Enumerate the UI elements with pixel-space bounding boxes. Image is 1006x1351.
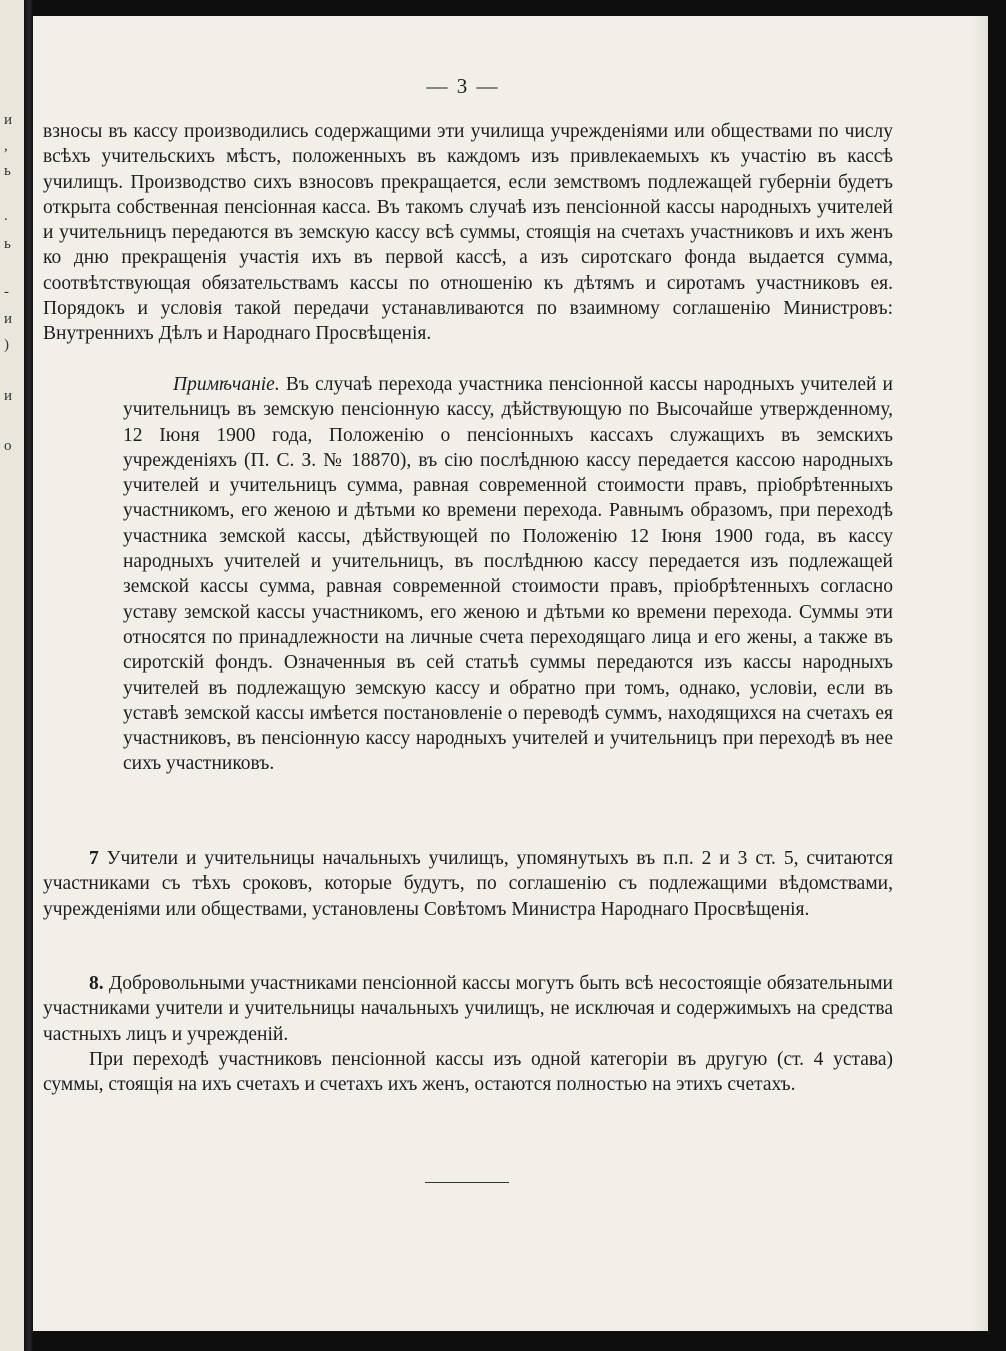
- left-fragment: ): [4, 337, 9, 353]
- left-fragment: -: [4, 284, 9, 300]
- note-label: Примѣчаніе.: [173, 374, 280, 395]
- article-7-number: 7: [89, 848, 99, 869]
- note-paragraph: [123, 372, 893, 777]
- continuation-paragraph-block: [43, 119, 893, 347]
- article-8: [43, 971, 893, 1047]
- left-fragment: ь: [4, 163, 11, 179]
- book-gutter: [24, 0, 33, 1351]
- page-shadow: [970, 16, 988, 1331]
- page-number: — 3 —: [426, 74, 500, 98]
- continuation-paragraph: взносы въ кассу производились содержащими эти училища учрежденіями или обществами по числу всѣхъ учительскихъ мѣстъ, положенныхъ въ каждомъ изъ привлекаемыхъ къ участію въ кассѣ училищъ. Производство сихъ взносовъ прекращается, если земствомъ подлежащей губерніи будетъ открыта собственная пенсіонная касса. Въ такомъ случаѣ изъ пенсіонной кассы народныхъ учителей и учительницъ передаются въ земскую кассу всѣ суммы, стоящія на счетахъ участниковъ и ихъ женъ ко дню прекращенія участія ихъ въ первой кассѣ, а изъ сиротскаго фонда выдается сумма, соотвѣтствующая обязательствамъ кассы по отношенію къ дѣтямъ и сиротамъ участниковъ ея. Порядокъ и условія такой передачи устанавливаются по взаимному соглашенію Министровъ: Внутреннихъ Дѣлъ и Народнаго Просвѣщенія.: [43, 121, 893, 345]
- document-page: [33, 16, 988, 1331]
- article-7-text: Учители и учительницы начальныхъ училищъ, упомянутыхъ въ п.п. 2 и 3 ст. 5, считаются участниками съ тѣхъ сроковъ, которые будутъ, по соглашенію съ подлежащими вѣдомствами, учрежденіями или обществами, установлены Совѣтомъ Министра Народнаго Просвѣщенія.: [43, 848, 893, 920]
- left-fragment: о: [4, 438, 12, 454]
- left-fragment: и: [4, 311, 13, 327]
- previous-page-edge: [0, 0, 24, 1351]
- left-fragment: и: [4, 112, 13, 128]
- left-fragment: ,: [4, 138, 8, 154]
- article-8-text: Добровольными участниками пенсіонной кассы могутъ быть всѣ несостоящіе обязательными участниками учители и учительницы начальныхъ училищъ, не исключая и содержимыхъ на средства частныхъ лицъ и учрежденій.: [43, 973, 893, 1045]
- note-block: [123, 372, 893, 777]
- article-7: [43, 846, 893, 922]
- final-paragraph: При переходѣ участниковъ пенсіонной кассы изъ одной категоріи въ другую (ст. 4 устава) суммы, стоящія на ихъ счетахъ и счетахъ ихъ женъ, остаются полностью на этихъ счетахъ.: [43, 1049, 893, 1096]
- left-fragment: .: [4, 208, 8, 224]
- note-text: Въ случаѣ перехода участника пенсіонной кассы народныхъ учителей и учительницъ въ земскую пенсіонную кассу, дѣйствующую по Высочайше утвержденному, 12 Іюня 1900 года, Положенію о пенсіонныхъ кассахъ служащихъ въ земскихъ учрежденіяхъ (П. С. З. № 18870), въ сію послѣднюю кассу передается кассою народныхъ учителей и учительницъ сумма, равная современной стоимости правъ, пріобрѣтенныхъ участникомъ, его женою и дѣтьми ко времени перехода. Равнымъ образомъ, при переходѣ участника земской кассы, дѣйствующей по Положенію 12 Іюня 1900 года, въ кассу народныхъ учителей и учительницъ, въ послѣднюю кассу передается изъ подлежащей земской кассы сумма, равная современной стоимости правъ, пріобрѣтенныхъ согласно уставу земской кассы участникомъ, его женою и дѣтьми ко времени перехода. Суммы эти относятся по принадлежности на личные счета переходящаго лица и его жены, а также въ сиротскій фондъ. Означенныя въ сей статьѣ суммы передаются изъ кассы народныхъ учителей въ подлежащую земскую кассу и обратно при томъ, однако, условіи, если въ уставѣ земской кассы имѣется постановленіе о переводѣ суммъ, находящихся на счетахъ ея участниковъ, въ пенсіонную кассу народныхъ учителей и учительницъ при переходѣ въ нее сихъ участниковъ.: [123, 374, 893, 775]
- article-7-block: [43, 846, 893, 922]
- left-fragment: и: [4, 388, 13, 404]
- section-divider: [425, 1182, 509, 1183]
- left-fragment: ь: [4, 236, 11, 252]
- final-paragraph-block: [43, 1047, 893, 1098]
- article-8-number: 8.: [89, 973, 104, 994]
- article-8-block: [43, 971, 893, 1047]
